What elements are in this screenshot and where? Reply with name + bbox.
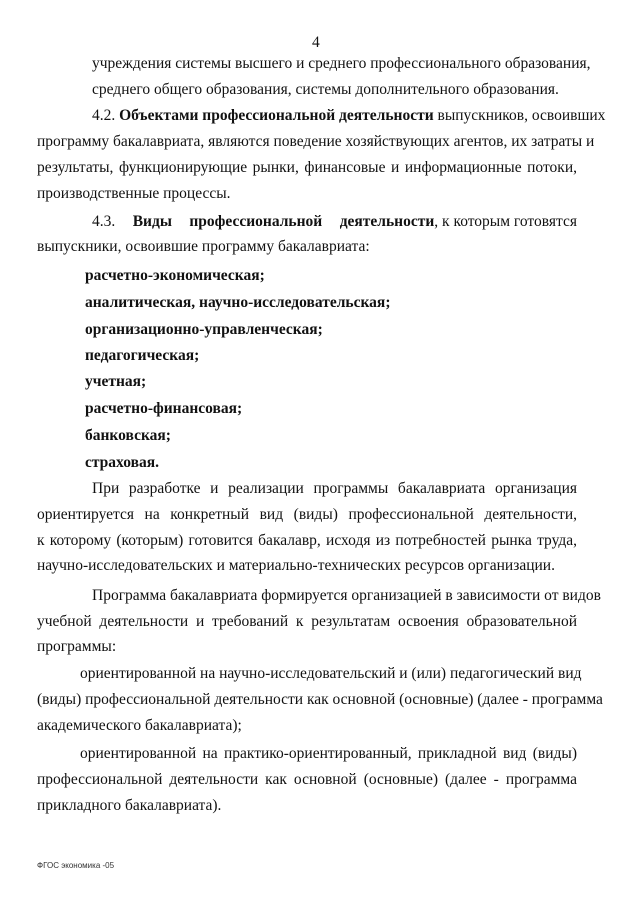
paragraph-line: ориентируется на конкретный вид (виды) профессиональной деятельности,: [37, 506, 577, 523]
paragraph-line: научно-исследовательских и материально-технических ресурсов организации.: [37, 557, 555, 574]
paragraph-line: прикладного бакалавриата).: [37, 797, 222, 814]
text-span: выпускников, освоивших: [437, 107, 606, 124]
paragraph-line-4-3: [92, 212, 577, 232]
paragraph-line: академического бакалавриата);: [37, 717, 242, 734]
bold-term: профессиональной: [189, 213, 323, 230]
page-number: 4: [312, 34, 320, 51]
paragraph-line: Программа бакалавриата формируется организацией в зависимости от видов: [92, 587, 601, 604]
activity-item: расчетно-финансовая;: [85, 400, 243, 417]
section-number: 4.3.: [92, 213, 116, 230]
paragraph-line: выпускники, освоившие программу бакалавриата:: [37, 238, 370, 255]
activity-item: банковская;: [85, 427, 171, 444]
paragraph-line: к которому (которым) готовится бакалавр, исходя из потребностей рынка труда,: [37, 532, 577, 549]
bold-term: Объектами профессиональной деятельности: [119, 107, 434, 124]
paragraph-line: учебной деятельности и требований к результатам освоения образовательной: [37, 613, 577, 630]
paragraph-line: (виды) профессиональной деятельности как основной (основные) (далее - программа: [37, 691, 603, 708]
paragraph-line: профессиональной деятельности как основной (основные) (далее - программа: [37, 771, 577, 788]
paragraph-line: программы:: [37, 638, 117, 655]
bold-term: деятельности: [339, 213, 435, 230]
paragraph-line: производственные процессы.: [37, 185, 231, 202]
paragraph-line: учреждения системы высшего и среднего профессионального образования,: [92, 55, 591, 72]
paragraph-line: ориентированной на практико-ориентированный, прикладной вид (виды): [80, 745, 577, 762]
paragraph-line: ориентированной на научно-исследовательский и (или) педагогический вид: [80, 665, 582, 682]
activity-item: страховая.: [85, 454, 159, 471]
bold-term: Виды: [132, 213, 172, 230]
paragraph-line: программу бакалавриата, являются поведение хозяйствующих агентов, их затраты и: [37, 133, 595, 150]
footer-label: ФГОС экономика -05: [37, 861, 115, 870]
paragraph-line: среднего общего образования, системы дополнительного образования.: [92, 81, 559, 98]
activity-item: организационно-управленческая;: [85, 321, 323, 338]
paragraph-line: результаты, функционирующие рынки, финансовые и информационные потоки,: [37, 159, 577, 176]
section-number: 4.2.: [92, 107, 116, 124]
activity-item: педагогическая;: [85, 347, 200, 364]
activity-item: расчетно-экономическая;: [85, 267, 265, 284]
paragraph-line-4-2: [92, 106, 606, 126]
text-span: , к которым готовятся: [434, 213, 577, 230]
activity-item: аналитическая, научно-исследовательская;: [85, 294, 391, 311]
activity-item: учетная;: [85, 373, 147, 390]
paragraph-line: При разработке и реализации программы бакалавриата организация: [92, 480, 577, 497]
